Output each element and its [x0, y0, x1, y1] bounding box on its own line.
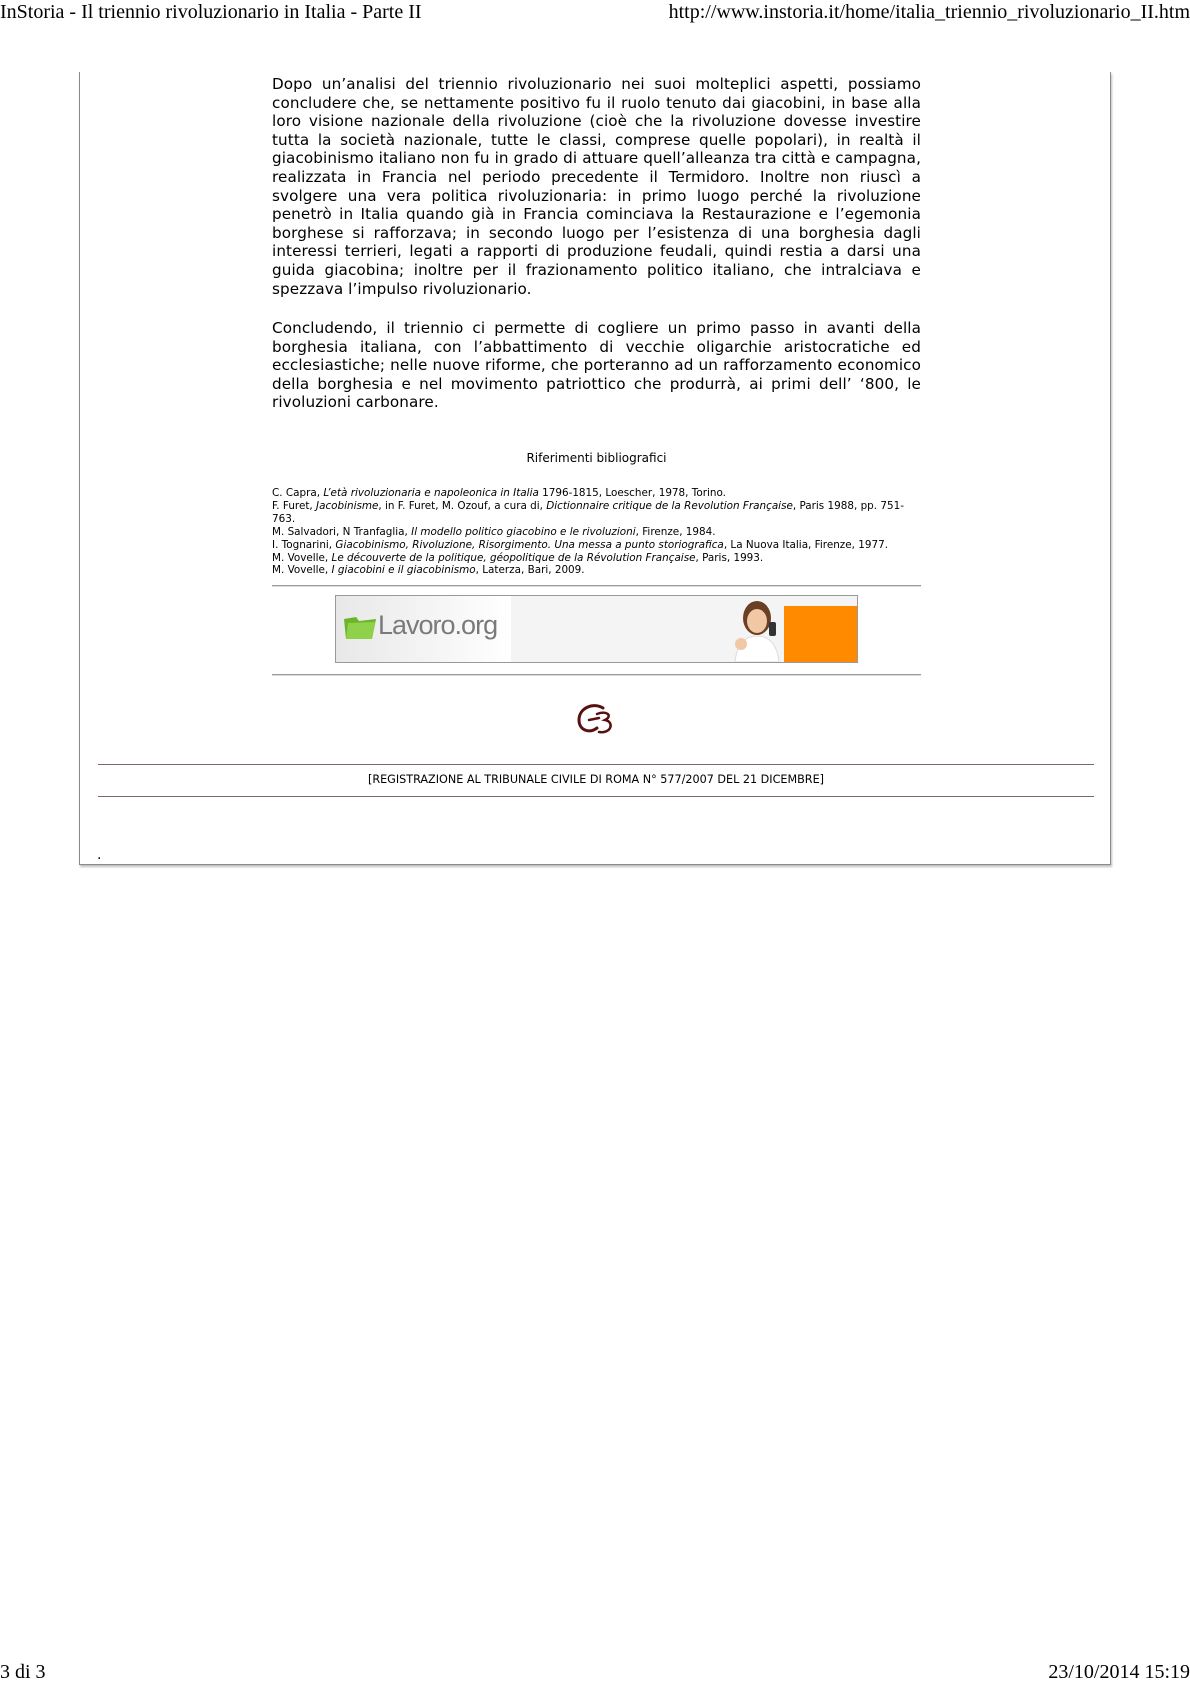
divider — [272, 674, 921, 676]
bibliography-entry: M. Vovelle, Le découverte de la politique, géopolitique de la Révolution Française, Paris, 1993. — [272, 551, 764, 564]
print-header-url: http://www.instoria.it/home/italia_triennio_rivoluzionario_II.htm — [668, 1, 1190, 23]
bibliography-title: Riferimenti bibliografici — [526, 451, 667, 465]
bibliography-entry: C. Capra, L’età rivoluzionaria e napoleonica in Italia 1796-1815, Loescher, 1978, Torino. — [272, 487, 726, 499]
person-illustration-icon — [721, 596, 791, 662]
footer-divider — [98, 796, 1094, 797]
banner-orange-block — [784, 606, 857, 662]
print-footer-datetime: 23/10/2014 15:19 — [1048, 1661, 1190, 1683]
lavoro-ad-banner[interactable] — [335, 595, 858, 663]
footer-divider — [98, 764, 1094, 765]
article-paragraph-1: Dopo un’analisi del triennio rivoluzionario nei suoi molteplici aspetti, possiamo concludere che, se nettamente positivo fu il ruolo tenuto dai giacobini, in base alla loro visione nazionale della rivoluzione (cioè che la rivoluzione dovesse investire tutta la società nazionale, tutte le classi, comprese quelle popolari), in realtà il giacobinismo italiano non fu in grado di attuare quell’alleanza tra città e campagna, realizzata in Francia nel periodo precedente il Termidoro. Inoltre non riuscì a svolgere una vera politica rivoluzionaria: in primo luogo perché la rivoluzione penetrò in Italia quando già in Francia cominciava la Restaurazione e l’egemonia borghese si rafforzava; in secondo luogo per l’esistenza di una borghesia dagli interessi terrieri, legati a rapporti di produzione feudali, quindi restia a darsi una guida giacobina; inoltre per il frazionamento politico italiano, che intralciava e spezzava l’impulso rivoluzionario. — [272, 75, 921, 298]
trailing-dot: . — [97, 847, 102, 863]
banner-brand: Lavoro.org — [378, 610, 498, 640]
print-footer-page: 3 di 3 — [0, 1661, 46, 1683]
bibliography-entry: F. Furet, Jacobinisme, in F. Furet, M. Ozouf, a cura di, Dictionnaire critique de la Revolution Française, Paris 1988, pp. 751-763. — [272, 499, 904, 525]
bibliography-list — [272, 487, 921, 577]
site-logo-icon — [573, 700, 619, 740]
article-paragraph-2: Concludendo, il triennio ci permette di cogliere un primo passo in avanti della borghesia italiana, con l’abbattimento di vecchie oligarchie aristocratiche ed ecclesiastiche; nelle nuove riforme, che porteranno ad un rafforzamento economico della borghesia e nel movimento patriottico che produrrà, ai primi dell’ ‘800, le rivoluzioni carbonare. — [272, 319, 921, 412]
folder-logo-icon — [342, 613, 378, 641]
bibliography-entry: M. Salvadori, N Tranfaglia, Il modello politico giacobino e le rivoluzioni, Firenze, 1984. — [272, 525, 716, 538]
bibliography-entry: M. Vovelle, I giacobini e il giacobinismo, Laterza, Bari, 2009. — [272, 564, 585, 577]
registration-notice: [REGISTRAZIONE AL TRIBUNALE CIVILE DI ROMA N° 577/2007 DEL 21 DICEMBRE] — [367, 773, 825, 786]
print-header-title: InStoria - Il triennio rivoluzionario in Italia - Parte II — [0, 1, 422, 23]
bibliography-entry: I. Tognarini, Giacobinismo, Rivoluzione, Risorgimento. Una messa a punto storiografica, La Nuova Italia, Firenze, 1977. — [272, 538, 888, 551]
divider — [272, 585, 921, 587]
